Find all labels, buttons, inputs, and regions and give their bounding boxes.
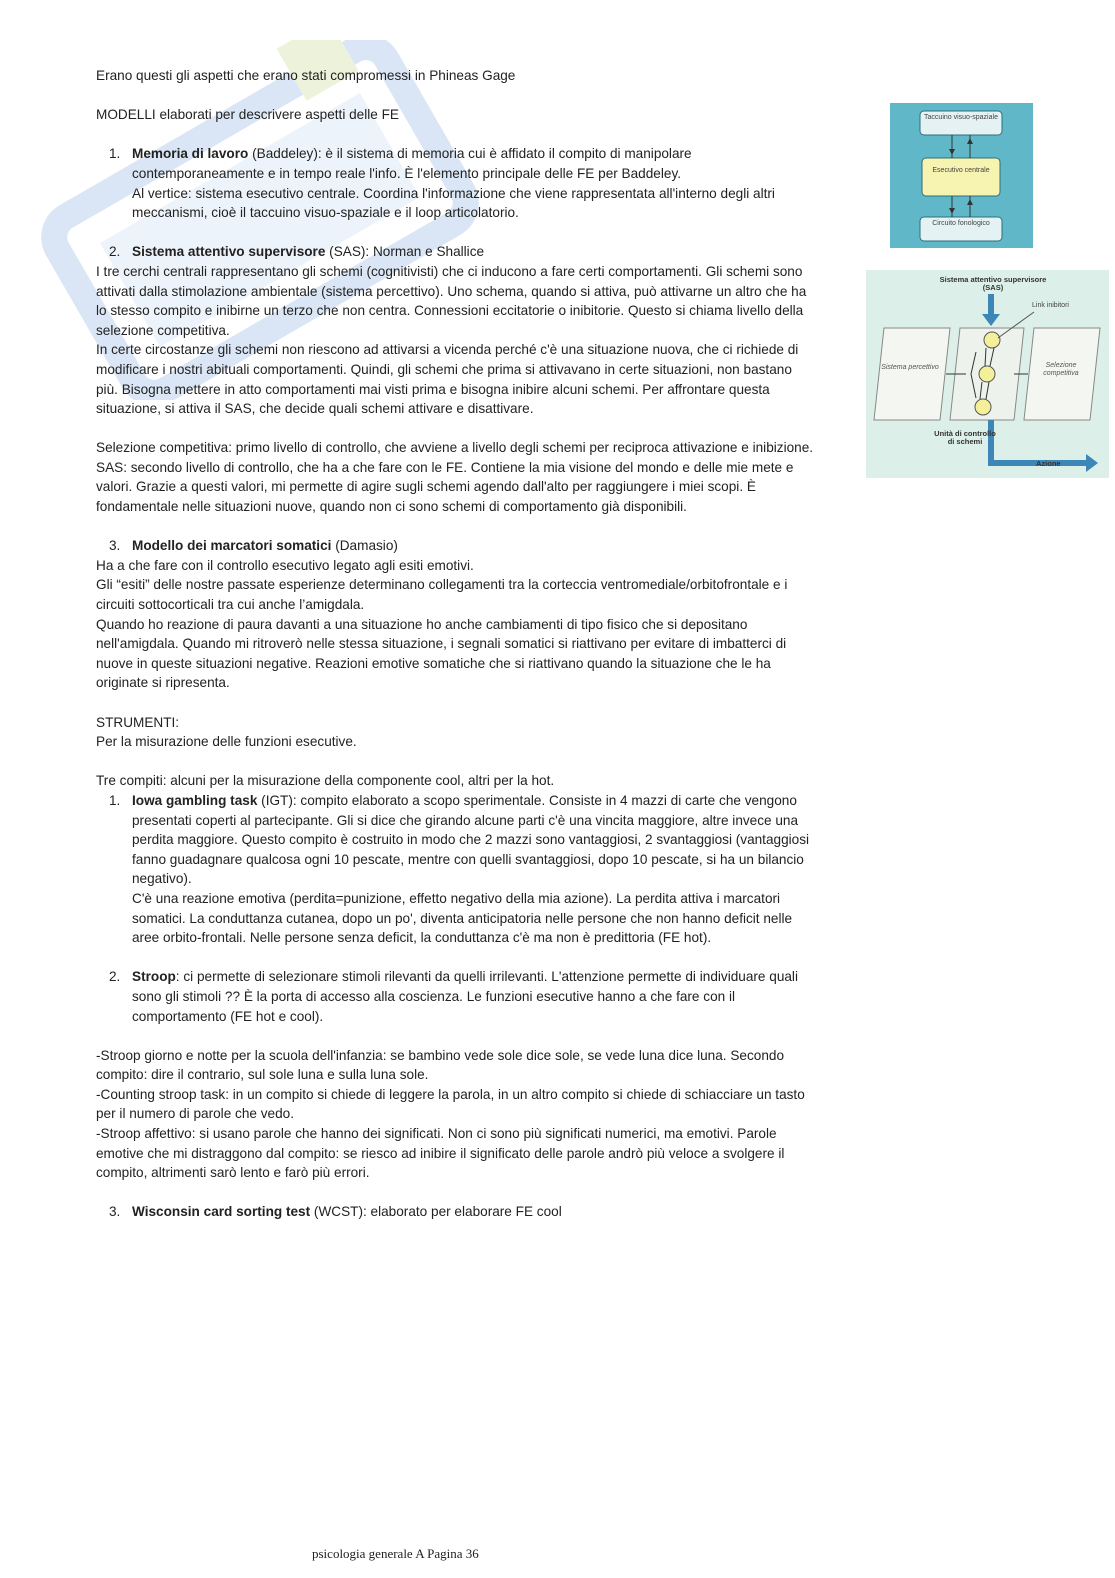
paragraph: Gli “esiti” delle nostre passate esperienze determinano collegamenti tra la corteccia ventromediale/orbitofrontale e i circuiti sottocorticali tra cui anche l’amigdala. bbox=[96, 577, 788, 613]
list-number: 2. bbox=[109, 969, 121, 985]
intro-line: Erano questi gli aspetti che erano stati compromessi in Phineas Gage bbox=[96, 68, 516, 83]
item-title: Memoria di lavoro bbox=[132, 146, 249, 162]
competitive-selection-label: Selezione competitiva bbox=[1043, 362, 1079, 377]
item-text: (WCST): elaborato per elaborare FE cool bbox=[310, 1204, 562, 1220]
item-title: Sistema attentivo supervisore bbox=[132, 244, 326, 260]
perceptual-system-label: Sistema percettivo bbox=[881, 364, 939, 371]
sas-figure bbox=[866, 270, 1109, 478]
list-number: 3. bbox=[109, 1204, 121, 1220]
paragraph: SAS: secondo livello di controllo, che ha a che fare con le FE. Contiene la mia visione del mondo e delle mie mete e valori. Grazie a questi valori, mi permette di agire sugli schemi agendo dall'alto per raggiungere i miei scopi. È fondamentale nelle situazioni nuove, quando non ci sono schemi di comportamento già disponibili. bbox=[96, 459, 794, 515]
item-text: (Baddeley): è il sistema di memoria cui è affidato il compito di manipolare contemporaneamente e in tempo reale l'info. È l'elemento principale delle FE per Baddeley. bbox=[132, 146, 692, 181]
working-memory-figure bbox=[890, 103, 1033, 248]
section-heading: STRUMENTI: bbox=[96, 714, 180, 730]
paragraph: Ha a che fare con il controllo esecutivo legato agli esiti emotivi. bbox=[96, 557, 474, 573]
paragraph: I tre cerchi centrali rappresentano gli schemi (cognitivisti) che ci inducono a fare certi comportamenti. Gli schemi sono attivati dalla stimolazione ambientale (sistema percettivo). Uno schema, quando si attiva, può attivarne un altro che ha lo stesso compito e inibirne un terzo che non centra. Connessioni eccitatorie o inibitorie. Questo si chiama livello della selezione competitiva. bbox=[96, 263, 807, 338]
paragraph: Tre compiti: alcuni per la misurazione della componente cool, altri per la hot. bbox=[96, 773, 555, 789]
schema-control-units-label: Unità di controllo di schemi bbox=[934, 429, 996, 446]
item-text: Al vertice: sistema esecutivo centrale. Coordina l'informazione che viene rappresentata all'interno degli altri meccanismi, cioè il taccuino visuo-spaziale e il loop articolatorio. bbox=[132, 185, 775, 221]
list-number: 1. bbox=[109, 792, 121, 808]
box-visuo-spatial: Taccuino visuo-spaziale bbox=[924, 114, 998, 121]
list-item bbox=[96, 536, 816, 556]
item-text: : ci permette di selezionare stimoli rilevanti da quelli irrilevanti. L'attenzione permette di individuare quali sono gli stimoli ?? È la porta di accesso alla coscienza. Le funzioni esecutive hanno a che fare con il comportamento (FE hot e cool). bbox=[132, 969, 798, 1024]
item-text: (Damasio) bbox=[331, 538, 398, 554]
list-number: 3. bbox=[109, 538, 121, 554]
item-text: (IGT): compito elaborato a scopo sperimentale. Consiste in 4 mazzi di carte che vengono presentati coperti al partecipante. Gli si dice che girando alcune parti c'è una vincita maggiore, altre invece una perdita maggiore. Questo compito è costruito in modo che 2 mazzi sono vantaggiosi, 2 svantaggiosi (vantaggiosi fanno guadagnare qualcosa ogni 10 pescate, mentre con quelli svantaggiosi, dopo 10 pescate, si ha un bilancio negativo). bbox=[132, 792, 810, 887]
list-number: 2. bbox=[109, 244, 121, 260]
box-phonological-loop: Circuito fonologico bbox=[932, 220, 990, 227]
item-text: (SAS): Norman e Shallice bbox=[325, 244, 485, 260]
models-heading: MODELLI elaborati per descrivere aspetti delle FE bbox=[96, 107, 399, 123]
item-title: Modello dei marcatori somatici bbox=[132, 538, 332, 554]
item-title: Wisconsin card sorting test bbox=[132, 1204, 311, 1220]
list-item bbox=[96, 242, 816, 262]
sas-title: Sistema attentivo supervisore (SAS) bbox=[939, 275, 1047, 292]
item-text: C'è una reazione emotiva (perdita=punizione, effetto negativo della mia azione). La perdita attiva i marcatori somatici. La conduttanza cutanea, dopo un po', diventa anticipatoria nelle persone che non hanno deficit nelle aree orbito-frontali. Nelle persone senza deficit, la conduttanza c'è ma non è predittoria (FE hot). bbox=[132, 890, 793, 946]
page-footer: psicologia generale A Pagina 36 bbox=[312, 1546, 479, 1561]
list-item bbox=[96, 1202, 816, 1222]
list-item bbox=[96, 144, 816, 222]
list-item bbox=[96, 791, 816, 948]
paragraph: In certe circostanze gli schemi non riescono ad attivarsi a vicenda perché c'è una situazione nuova, che ci richiede di modificare i nostri abituali comportamenti. Quindi, gli schemi che prima si attivavano in certe situazioni, non bastano più. Bisogna mettere in atto comportamenti mai visti prima e bisogna inibire alcuni schemi. Per affrontare questa situazione, si attiva il SAS, che decide quali schemi attivare e disattivare. bbox=[96, 342, 799, 417]
document-body bbox=[96, 66, 816, 1222]
box-central-executive: Esecutivo centrale bbox=[932, 167, 990, 174]
item-title: Iowa gambling task bbox=[132, 792, 258, 808]
paragraph: Quando ho reazione di paura davanti a una situazione ho anche cambiamenti di tipo fisico che si depositano nell'amigdala. Quando mi ritroverò nelle stessa situazione, i segnali somatici si riattivano per evitare di imbatterci di nuove in queste situazioni negative. Reazioni emotive somatiche che si riattivano quando la situazione che le ha originate si ripresenta. bbox=[96, 616, 787, 691]
list-item bbox=[96, 967, 816, 1026]
item-title: Stroop bbox=[132, 969, 176, 985]
link-inhibitors-label: Link inibitori bbox=[1032, 302, 1069, 309]
paragraph: Per la misurazione delle funzioni esecutive. bbox=[96, 734, 357, 750]
list-number: 1. bbox=[109, 146, 121, 162]
paragraph: -Stroop giorno e notte per la scuola dell'infanzia: se bambino vede sole dice sole, se vede luna dice luna. Secondo compito: dire il contrario, sul sole luna e sulla luna sole. bbox=[96, 1047, 785, 1083]
action-label: Azione bbox=[1036, 459, 1061, 468]
paragraph: -Counting stroop task: in un compito si chiede di leggere la parola, in un altro compito si chiede di schiacciare un tasto per il numero di parole che vedo. bbox=[96, 1086, 805, 1122]
paragraph: -Stroop affettivo: si usano parole che hanno dei significati. Non ci sono più significati numerici, ma emotivi. Parole emotive che mi distraggono dal compito: se riesco ad inibire il significato delle parole andrò più veloce a svolgere il compito, altrimenti sarò lento e farò più errori. bbox=[96, 1126, 785, 1181]
paragraph: Selezione competitiva: primo livello di controllo, che avviene a livello degli schemi per reciproca attivazione e inibizione. bbox=[96, 440, 814, 456]
